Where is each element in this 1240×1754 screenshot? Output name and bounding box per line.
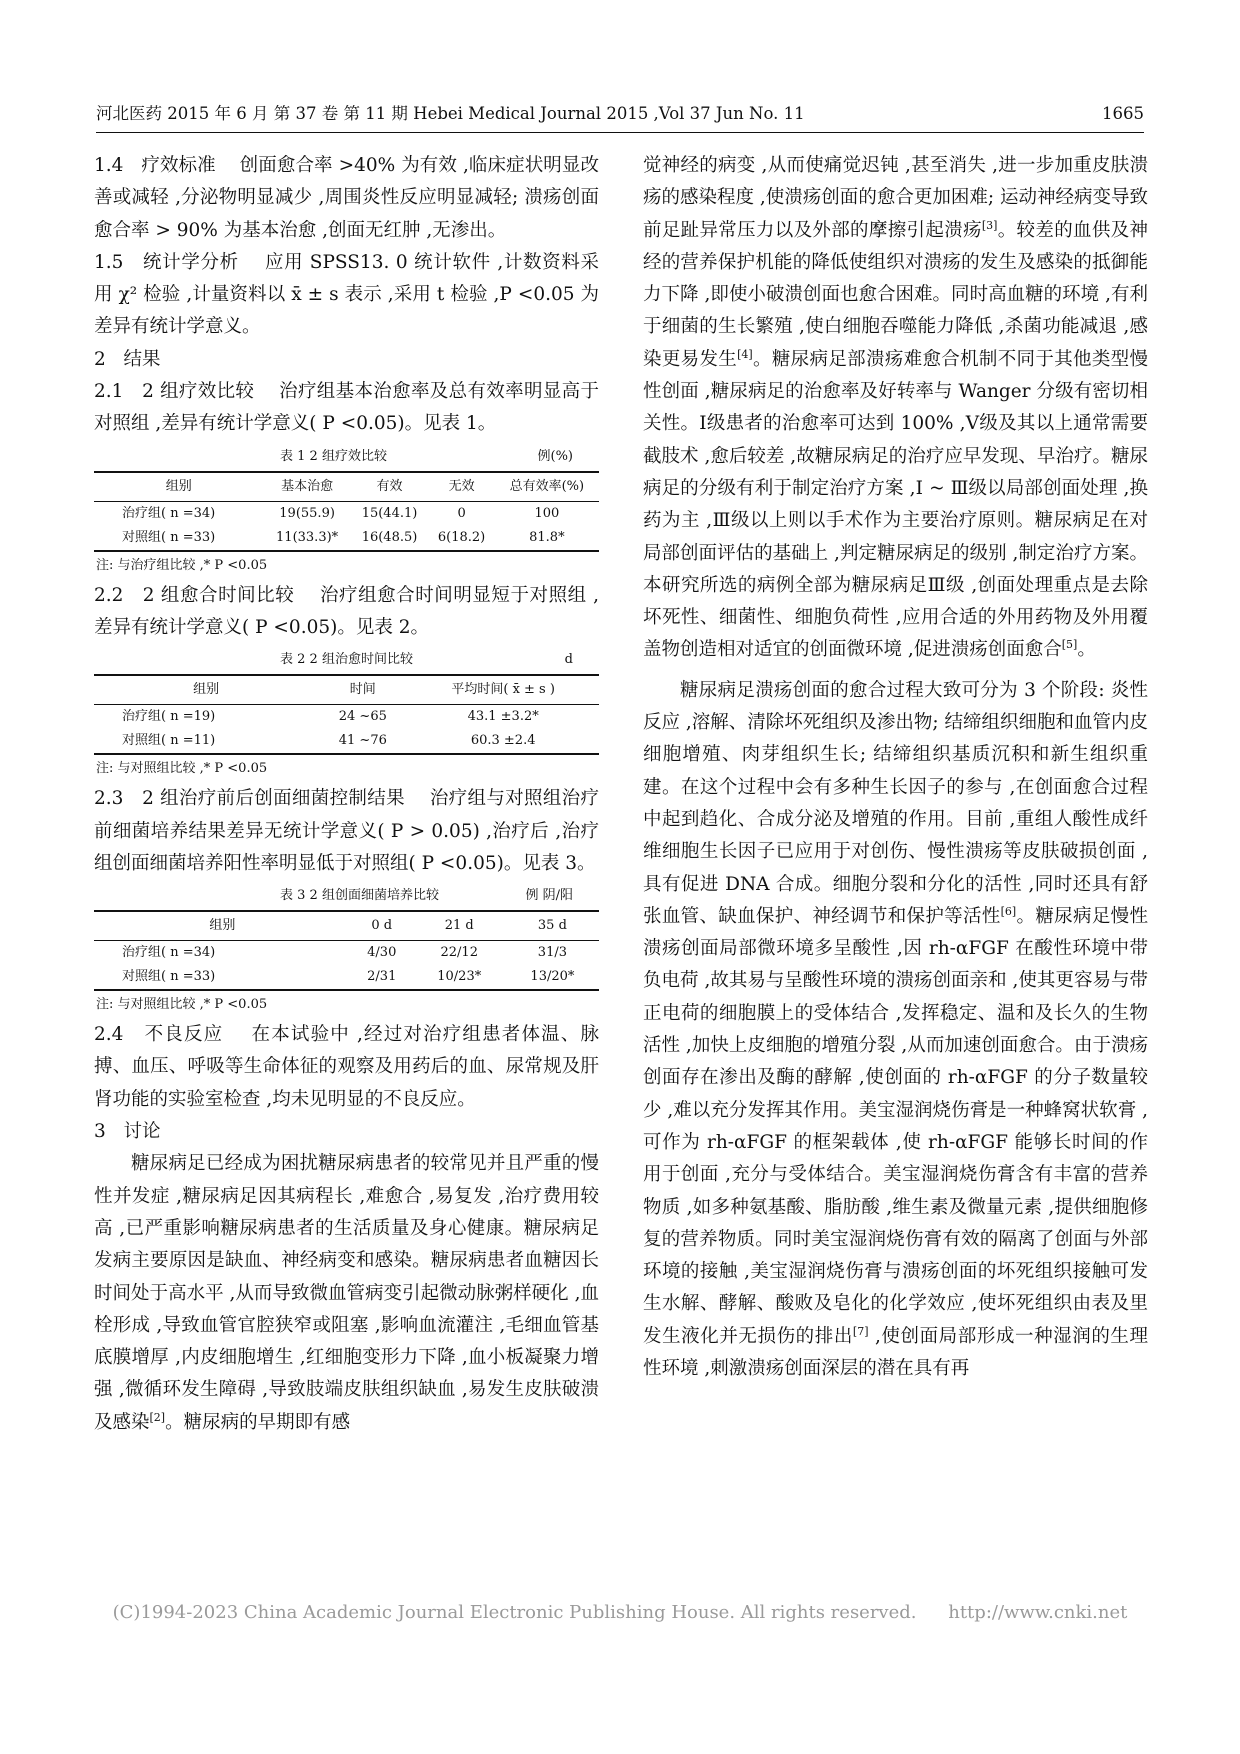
- table-cell: 43.1 ±3.2*: [467, 709, 539, 725]
- journal-line: 河北医药 2015 年 6 月 第 37 卷 第 11 期 Hebei Medical Journal 2015 ,Vol 37 Jun No. 11: [96, 104, 805, 123]
- table-cell: 15(44.1): [361, 505, 418, 521]
- section-1-5: [94, 247, 599, 344]
- citation-ref: [4]: [737, 347, 753, 361]
- table-cell: 24 ~65: [338, 709, 387, 725]
- section-title: 不良反应: [144, 1024, 224, 1046]
- section-number: 1.5: [94, 251, 124, 273]
- section-number: 1.4: [94, 155, 124, 176]
- section-text: 应用 SPSS13. 0 统计软件 ,计数资料采用 χ² 检验 ,计量资料以 x̄ ± s 表示 ,采用 t 检验 ,P <0.05 为差异有统计学意义。: [94, 251, 599, 338]
- table-1: [94, 447, 599, 576]
- table-cell: 4/30: [367, 945, 397, 961]
- table-row: [94, 501, 599, 526]
- discussion-paragraph: [94, 1148, 599, 1439]
- table-cell: 对照组( n =33): [94, 526, 264, 551]
- table-unit: 例(%): [537, 448, 573, 464]
- paragraph-text: 。糖尿病足部溃疡难愈合机制不同于其他类型慢性创面 ,糖尿病足的治愈率及好转率与 Wanger 分级有密切相关性。Ⅰ级患者的治愈率可达到 100% ,Ⅴ级及其以上通常需要截肢术 ,愈后较差 ,故糖尿病足的治疗应早发现、早治疗。糖尿病足的分级有利于制定治疗方案 ,Ⅰ ~ Ⅲ级以局部创面处理 ,换药为主 ,Ⅲ级以上则以手术作为主要治疗原则。糖尿病足在对局部创面评估的基础上 ,判定糖尿病足的级别 ,制定治疗方案。本研究所选的病例全部为糖尿病足Ⅲ级 ,创面处理重点是去除坏死性、细菌性、细胞负荷性 ,应用合适的外用药物及外用覆盖物创造相对适宜的创面微环境 ,促进溃疡创面愈合: [643, 348, 1148, 661]
- table-header-cell: 平均时间( x̄ ± s ): [407, 675, 599, 705]
- section-title: 统计学分析: [143, 251, 239, 273]
- table-row: [94, 705, 599, 730]
- section-2-1: [94, 376, 599, 441]
- table-cell: 11(33.3)*: [264, 526, 351, 551]
- table-caption: 表 1 2 组疗效比较: [280, 448, 387, 464]
- table-cell: 41 ~76: [318, 729, 407, 754]
- citation-ref: [3]: [981, 218, 998, 232]
- paragraph-text: 糖尿病足已经成为困扰糖尿病患者的较常见并且严重的慢性并发症 ,糖尿病足因其病程长 ,难愈合 ,易复发 ,治疗费用较高 ,已严重影响糖尿病患者的生活质量及身心健康。糖尿病足发病主要原因是缺血、神经病变和感染。糖尿病患者血糖因长时间处于高水平 ,从而导致微血管病变引起微动脉粥样硬化 ,血栓形成 ,导致血管官腔狭窄或阻塞 ,影响血流灌注 ,毛细血管基底膜增厚 ,内皮细胞增生 ,红细胞变形力下降 ,血小板凝聚力增强 ,微循环发生障碍 ,导致肢端皮肤组织缺血 ,易发生皮肤破溃及感染: [94, 1153, 599, 1433]
- table-cell: 2/31: [351, 965, 413, 990]
- table-unit: d: [564, 652, 573, 668]
- table-unit: 例 阴/阳: [525, 888, 573, 904]
- table-note: 注: 与治疗组比较 ,* P <0.05: [96, 557, 268, 573]
- citation-ref: [5]: [1061, 638, 1078, 652]
- discussion-paragraph: [643, 675, 1148, 1386]
- section-text: 治疗组基本治愈率及总有效率明显高于对照组 ,差异有统计学意义( P <0.05)。见表 1。: [94, 381, 599, 435]
- running-header: [96, 103, 1144, 125]
- table-note: 注: 与对照组比较 ,* P <0.05: [96, 761, 268, 777]
- table-cell: 10/23*: [413, 965, 506, 990]
- paragraph-text: 糖尿病足溃疡创面的愈合过程大致可分为 3 个阶段: 炎性反应 ,溶解、清除坏死组织及渗出物; 结缔组织细胞和血管内皮细胞增殖、肉芽组织生长; 结缔组织基质沉积和新生组织重建。在这个过程中会有多种生长因子的参与 ,在创面愈合过程中起到趋化、合成分泌及增殖的作用。目前 ,重组人酸性成纤维细胞生长因子已应用于对创伤、慢性溃疡等皮肤破损创面 ,具有促进 DNA 合成。细胞分裂和分化的活性 ,同时还具有舒张血管、缺血保护、神经调节和保护等活性: [643, 679, 1148, 927]
- table-header-cell: 总有效率(%): [495, 472, 599, 502]
- table-header-cell: 组别: [94, 675, 318, 705]
- table-caption-row: [94, 886, 599, 910]
- section-title: 2 组治疗前后创面细菌控制结果: [142, 788, 405, 810]
- section-title: 2 组疗效比较: [142, 381, 255, 403]
- table-note: 注: 与对照组比较 ,* P <0.05: [96, 997, 268, 1013]
- section-text: 治疗组愈合时间明显短于对照组 ,差异有统计学意义( P <0.05)。见表 2。: [94, 584, 599, 638]
- paragraph-text: 。糖尿病的早期即有感: [165, 1411, 351, 1433]
- table-row: [94, 729, 599, 754]
- table-row: [94, 941, 599, 966]
- table-2: [94, 650, 599, 779]
- section-2-2: [94, 580, 599, 645]
- table-cell: 13/20*: [506, 965, 599, 990]
- discussion-paragraph: [643, 150, 1148, 667]
- section-number: 2.1: [94, 381, 124, 403]
- table-3-grid: [94, 910, 599, 991]
- table-row: [94, 526, 599, 551]
- table-cell: 治疗组( n =34): [122, 945, 216, 961]
- section-number: 2.4: [94, 1024, 124, 1046]
- table-caption: 表 2 2 组治愈时间比较: [280, 652, 413, 668]
- table-caption-row: [94, 650, 599, 674]
- section-number: 2: [94, 348, 106, 370]
- table-header-cell: 35 d: [506, 911, 599, 941]
- table-header-row: [94, 472, 599, 502]
- copyright-text: (C)1994-2023 China Academic Journal Electronic Publishing House. All rights reserved.: [112, 1602, 917, 1623]
- table-cell: 6(18.2): [428, 526, 494, 551]
- table-cell: 对照组( n =33): [94, 965, 351, 990]
- table-header-cell: 基本治愈: [264, 472, 351, 502]
- table-cell: 治疗组( n =19): [122, 709, 216, 725]
- section-text: 创面愈合率 >40% 为有效 ,临床症状明显改善或减轻 ,分泌物明显减少 ,周围炎性反应明显减轻; 溃疡创面愈合率 > 90% 为基本治愈 ,创面无红肿 ,无渗出。: [94, 155, 599, 241]
- paragraph-text: 。较差的血供及神经的营养保护机能的降低使组织对溃疡的发生及感染的抵御能力下降 ,即使小破溃创面也愈合困难。同时高血糖的环境 ,有利于细菌的生长繁殖 ,使白细胞吞噬能力降低 ,杀菌功能减退 ,感染更易发生: [643, 219, 1148, 370]
- citation-ref: [7]: [852, 1324, 869, 1338]
- table-header-cell: 无效: [428, 472, 494, 502]
- table-3: [94, 886, 599, 1015]
- section-title: 讨论: [123, 1121, 161, 1143]
- table-cell: 100: [534, 505, 560, 521]
- section-2-4: [94, 1019, 599, 1116]
- table-header-cell: 0 d: [351, 911, 413, 941]
- footer-link[interactable]: http://www.cnki.net: [948, 1602, 1128, 1623]
- citation-ref: [6]: [1000, 904, 1017, 918]
- table-header-cell: 21 d: [413, 911, 506, 941]
- table-caption-row: [94, 447, 599, 471]
- table-header-cell: 时间: [318, 675, 407, 705]
- paragraph-text: 。糖尿病足慢性溃疡创面局部微环境多呈酸性 ,因 rh-αFGF 在酸性环境中带负电荷 ,故其易与呈酸性环境的溃疡创面亲和 ,使其更容易与带正电荷的细胞膜上的受体结合 ,发挥稳定、温和及长久的生物活性 ,加快上皮细胞的增殖分裂 ,从而加速创面愈合。由于溃疡创面存在渗出及酶的酵解 ,使创面的 rh-αFGF 的分子数量较少 ,难以充分发挥其作用。美宝湿润烧伤膏是一种蜂窝状软膏 ,可作为 rh-αFGF 的框架载体 ,使 rh-αFGF 能够长时间的作用于创面 ,充分与受体结合。美宝湿润烧伤膏含有丰富的营养物质 ,如多种氨基酸、脂肪酸 ,维生素及微量元素 ,提供细胞修复的营养物质。同时美宝湿润烧伤膏有效的隔离了创面与外部环境的接触 ,美宝湿润烧伤膏与溃疡创面的坏死组织接触可发生水解、酵解、酸败及皂化的化学效应 ,使坏死组织由表及里发生液化并无损伤的排出: [643, 905, 1148, 1347]
- table-cell: 0: [457, 505, 466, 521]
- section-number: 2.2: [94, 584, 124, 606]
- table-header-cell: 有效: [351, 472, 429, 502]
- table-cell: 对照组( n =11): [94, 729, 318, 754]
- section-title: 疗效标准: [141, 155, 216, 176]
- table-caption: 表 3 2 组创面细菌培养比较: [280, 888, 439, 904]
- header-rule: [96, 132, 1144, 133]
- section-2-3: [94, 783, 599, 880]
- section-2: [94, 344, 599, 376]
- section-title: 2 组愈合时间比较: [142, 584, 295, 606]
- section-3: [94, 1116, 599, 1148]
- section-1-4: [94, 150, 599, 247]
- table-header-cell: 组别: [94, 911, 351, 941]
- section-number: 2.3: [94, 788, 124, 810]
- right-column: [643, 150, 1148, 1385]
- citation-ref: [2]: [149, 1410, 166, 1424]
- table-cell: 22/12: [440, 945, 478, 961]
- table-header-row: [94, 675, 599, 705]
- table-cell: 31/3: [537, 945, 567, 961]
- table-cell: 19(55.9): [279, 505, 335, 521]
- paragraph-text: 。: [1077, 639, 1096, 661]
- section-text: 治疗组与对照组治疗前细菌培养结果差异无统计学意义( P > 0.05) ,治疗后 ,治疗组创面细菌培养阳性率明显低于对照组( P <0.05)。见表 3。: [94, 788, 599, 874]
- table-2-grid: [94, 674, 599, 755]
- table-row: [94, 965, 599, 990]
- section-title: 结果: [123, 348, 161, 370]
- table-cell: 治疗组( n =34): [122, 505, 216, 521]
- table-cell: 16(48.5): [351, 526, 429, 551]
- paragraph-text: ,使创面局部形成一种湿润的生理性环境 ,刺激溃疡创面深层的潜在具有再: [643, 1325, 1148, 1379]
- table-header-row: [94, 911, 599, 941]
- copyright-footer: [0, 1602, 1240, 1623]
- left-column: [94, 150, 599, 1439]
- section-number: 3: [94, 1121, 106, 1143]
- page-number: 1665: [1102, 104, 1144, 123]
- table-cell: 81.8*: [495, 526, 599, 551]
- section-text: 在本试验中 ,经过对治疗组患者体温、脉搏、血压、呼吸等生命体征的观察及用药后的血、尿常规及肝肾功能的实验室检查 ,均未见明显的不良反应。: [94, 1024, 599, 1110]
- table-1-grid: [94, 471, 599, 552]
- table-header-cell: 组别: [94, 472, 264, 502]
- paragraph-text: 觉神经的病变 ,从而使痛觉迟钝 ,甚至消失 ,进一步加重皮肤溃疡的感染程度 ,使溃疡创面的愈合更加困难; 运动神经病变导致前足趾异常压力以及外部的摩擦引起溃疡: [643, 155, 1148, 241]
- table-cell: 60.3 ±2.4: [407, 729, 599, 754]
